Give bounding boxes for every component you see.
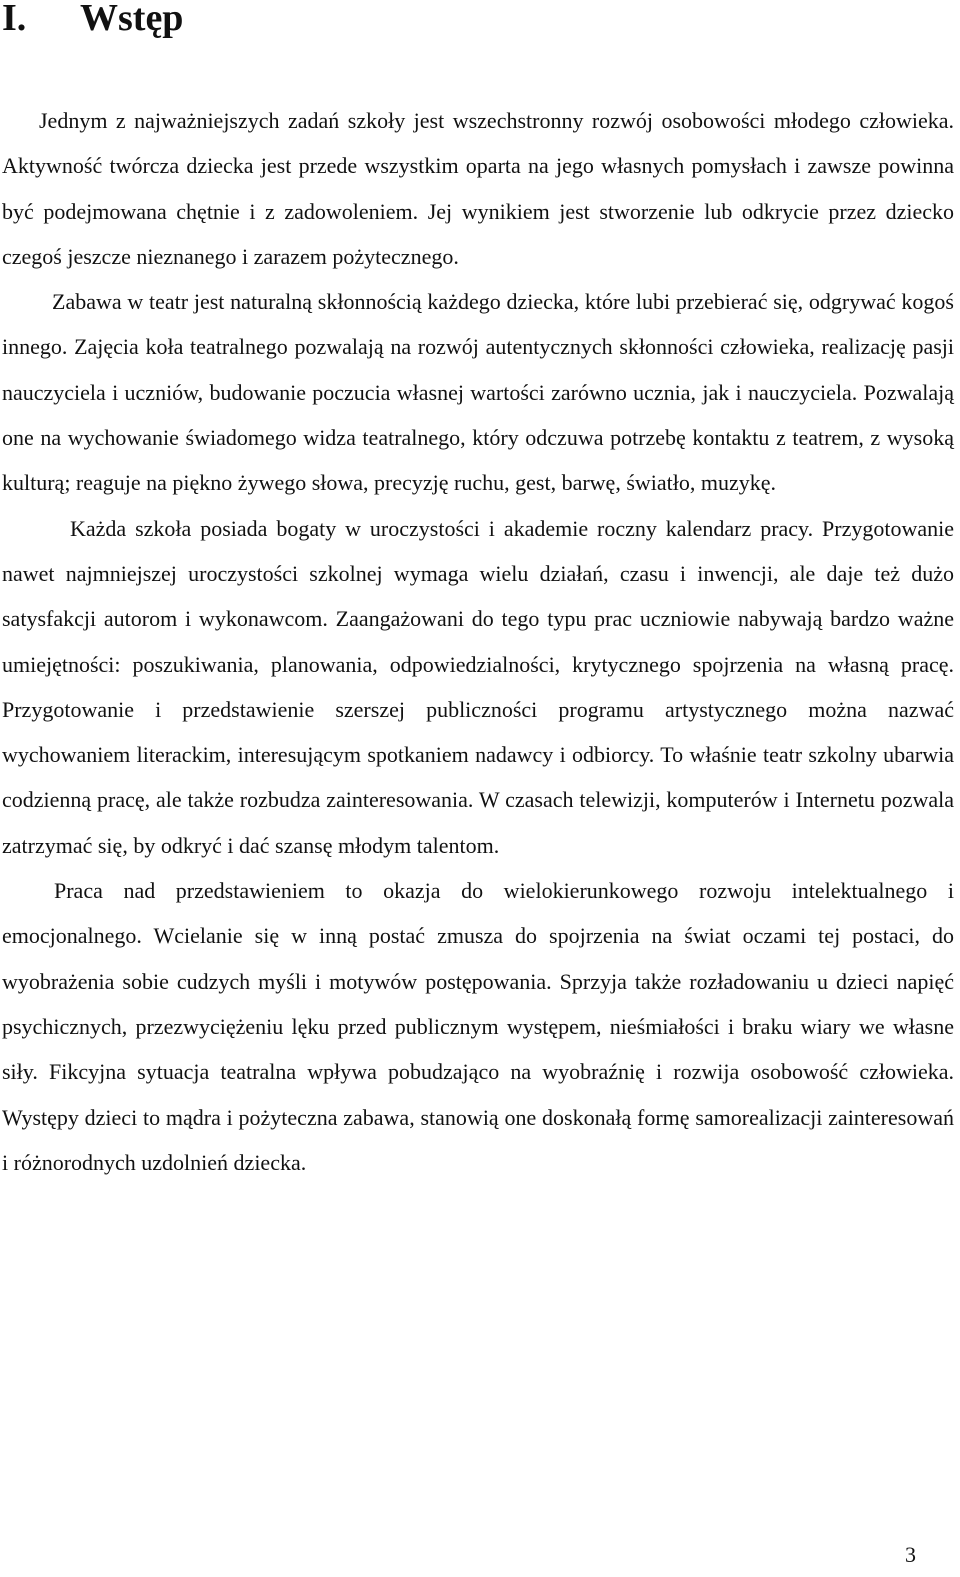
- paragraph-2: Zabawa w teatr jest naturalną skłonnością każdego dziecka, które lubi przebierać się, odgrywać kogoś innego. Zajęcia koła teatralnego pozwalają na rozwój autentycznych skłonności człowieka, realizację pasji nauczyciela i uczniów, budowanie poczucia własnej wartości zarówno ucznia, jak i nauczyciela. Pozwalają one na wychowanie świadomego widza teatralnego, który odczuwa potrzebę kontaktu z teatrem, z wysoką kulturą; reaguje na piękno żywego słowa, precyzję ruchu, gest, barwę, światło, muzykę.: [2, 289, 954, 496]
- chapter-title: Wstęp: [80, 0, 184, 39]
- chapter-heading: [2, 0, 183, 42]
- paragraph-4: Praca nad przedstawieniem to okazja do wielokierunkowego rozwoju intelektualnego i emocjonalnego. Wcielanie się w inną postać zmusza do spojrzenia na świat oczami tej postaci, do wyobrażenia sobie cudzych myśli i motywów postępowania. Sprzyja także rozładowaniu u dzieci napięć psychicznych, przezwyciężeniu lęku przed publicznym występem, nieśmiałości i braku wiary we własne siły. Fikcyjna sytuacja teatralna wpływa pobudzająco na wyobraźnię i rozwija osobowość człowieka. Występy dzieci to mądra i pożyteczna zabawa, stanowią one doskonałą formę samorealizacji zainteresowań i różnorodnych uzdolnień dziecka.: [2, 878, 954, 1175]
- body-text: [2, 98, 954, 1185]
- paragraph-3: Każda szkoła posiada bogaty w uroczystości i akademie roczny kalendarz pracy. Przygotowanie nawet najmniejszej uroczystości szkolnej wymaga wielu działań, czasu i inwencji, ale daje też dużo satysfakcji autorom i wykonawcom. Zaangażowani do tego typu prac uczniowie nabywają bardzo ważne umiejętności: poszukiwania, planowania, odpowiedzialności, krytycznego spojrzenia na własną pracę. Przygotowanie i przedstawienie szerszej publiczności programu artystycznego można nazwać wychowaniem literackim, interesującym spotkaniem nadawcy i odbiorcy. To właśnie teatr szkolny ubarwia codzienną pracę, ale także rozbudza zainteresowania. W czasach telewizji, komputerów i Internetu pozwala zatrzymać się, by odkryć i dać szansę młodym talentom.: [2, 515, 954, 858]
- paragraph-1: Jednym z najważniejszych zadań szkoły jest wszechstronny rozwój osobowości młodego człowieka. Aktywność twórcza dziecka jest przede wszystkim oparta na jego własnych pomysłach i zawsze powinna być podejmowana chętnie i z zadowoleniem. Jej wynikiem jest stworzenie lub odkrycie przez dziecko czegoś jeszcze nieznanego i zarazem pożytecznego.: [2, 108, 954, 269]
- chapter-number: I.: [2, 0, 27, 39]
- page-number: 3: [905, 1542, 916, 1567]
